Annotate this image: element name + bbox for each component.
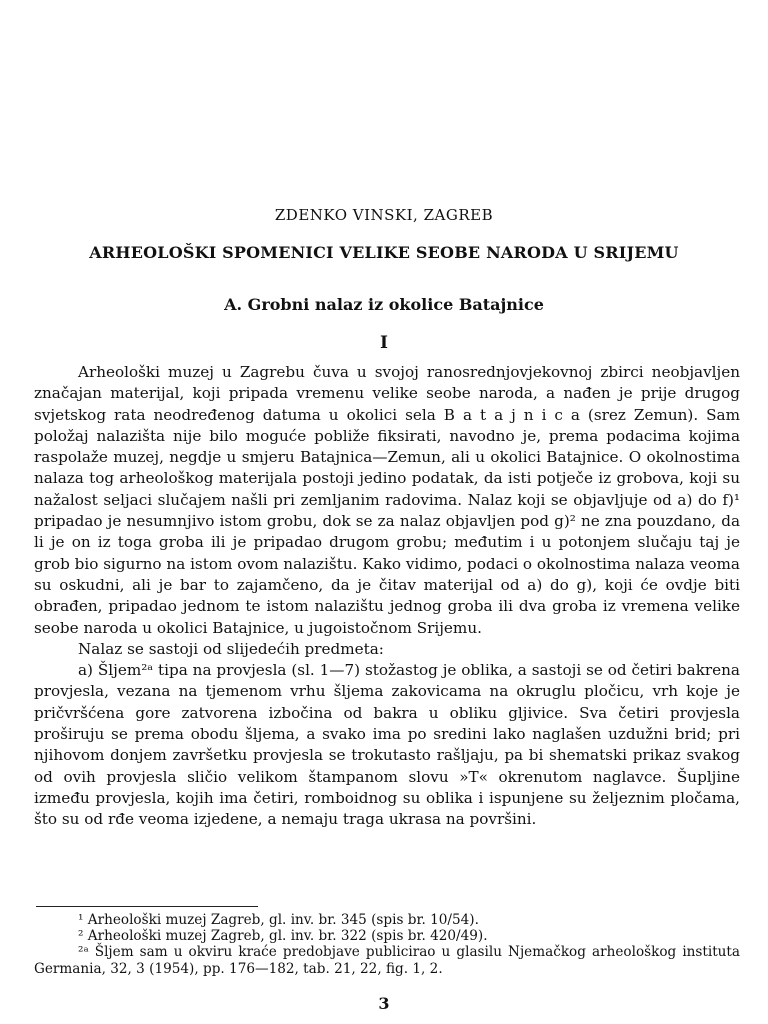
- article-title: ARHEOLOŠKI SPOMENICI VELIKE SEOBE NARODA U SRIJEMU: [89, 243, 679, 262]
- page-number: 3: [378, 994, 390, 1013]
- body-paragraph-item-a: a) Šljem²ᵃ tipa na provjesla (sl. 1—7) stožastog je oblika, a sastoji se od četiri bakrena provjesla, vezana na tjemenom vrhu šljema zakovicama na okruglu pločicu, vrh koje je pričvršćena gore zatvorena izbočina od bakra u obliku gljivice. Sva četiri provjesla proširuju se prema obodu šljema, a svako ima po sredini lako naglašen uzdužni brid; pri njihovom donjem završetku provjesla se trokutasto rašljaju, pa bi shematski prikaz svakog od ovih provjesla sličio velikom štampanom slovu »T« okrenutom naglavce. Šupljine između provjesla, kojih ima četiri, romboidnog su oblika i ispunjene su željeznim pločama, što su od rđe veoma izjedene, a nemaju traga ukrasa na površini.: [34, 661, 740, 829]
- section-heading: A. Grobni nalaz iz okolice Batajnice: [224, 295, 544, 314]
- body-paragraph-list-intro: Nalaz se sastoji od slijedećih predmeta:: [78, 639, 384, 658]
- body-text: [34, 362, 740, 831]
- footnote-separator: [36, 906, 258, 907]
- footnote-2a: ²ᵃ Šljem sam u okviru kraće predobjave publicirao u glasilu Njemačkog arheološkog instituta Germania, 32, 3 (1954), pp. 176—182, tab. 21, 22, fig. 1, 2.: [34, 944, 740, 977]
- footnote-1: ¹ Arheološki muzej Zagreb, gl. inv. br. 345 (spis br. 10/54).: [78, 912, 479, 928]
- author-line: ZDENKO VINSKI, ZAGREB: [274, 206, 494, 224]
- body-paragraph-intro: Arheološki muzej u Zagrebu čuva u svojoj ranosrednjovjekovnoj zbirci neobjavljen značajan materijal, koji pripada vremenu velike seobe naroda, a nađen je prije drugog svjetskog rata neodređenog datuma u okolici sela B a t a j n i c a (srez Zemun). Sam položaj nalazišta nije bilo moguće pobliže fiksirati, navodno je, prema podacima kojima raspolaže muzej, negdje u smjeru Batajnica—Zemun, ali u okolici Batajnice. O okolnostima nalaza tog arheološkog materijala postoji jedino podatak, da isti potječe iz grobova, koji su nažalost seljaci slučajem našli pri zemljanim radovima. Nalaz koji se objavljuje od a) do f)¹ pripadao je nesumnjivo istom grobu, dok se za nalaz objavljen pod g)² ne zna pouzdano, da li je on iz toga groba ili je pripadao drugom grobu; međutim i u potonjem slučaju taj je grob bio sigurno na istom ovom nalazištu. Kako vidimo, podaci o okolnostima nalaza veoma su oskudni, ali je bar to zajamčeno, da je čitav materijal od a) do g), koji će ovdje biti obrađen, pripadao jednom te istom nalazištu jednog groba ili dva groba iz vremena velike seobe naroda u okolici Batajnice, u jugoistočnom Srijemu.: [34, 363, 740, 637]
- footnote-2: ² Arheološki muzej Zagreb, gl. inv. br. 322 (spis br. 420/49).: [78, 928, 488, 945]
- footnotes: [34, 912, 740, 977]
- chapter-numeral: I: [380, 333, 388, 353]
